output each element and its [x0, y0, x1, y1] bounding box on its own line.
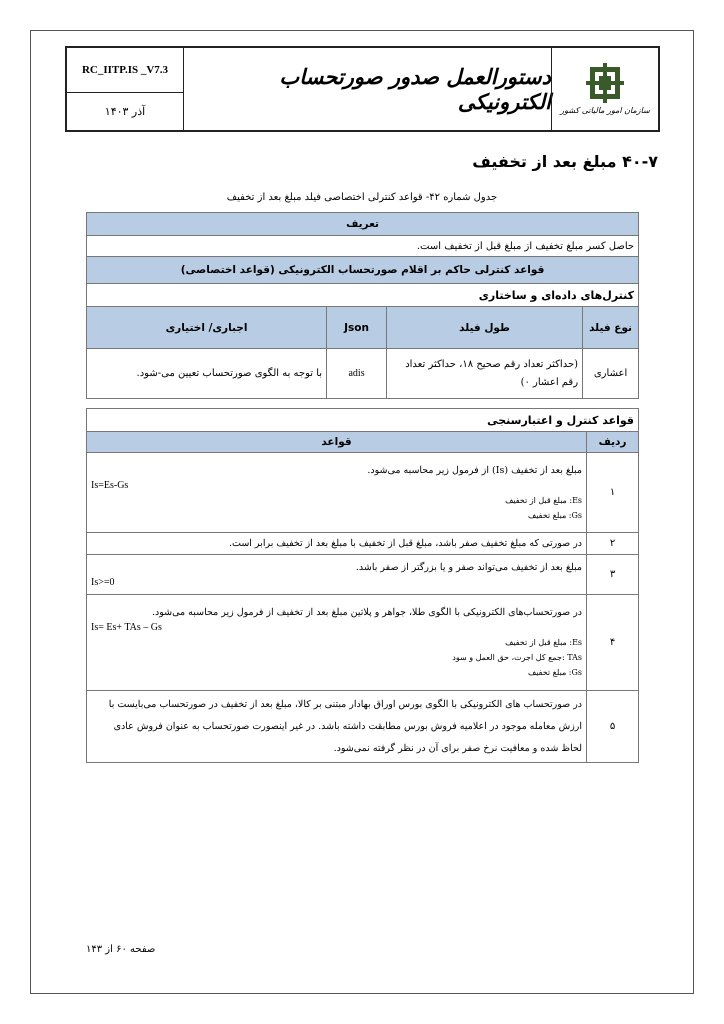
rule-text: در صورتحساب‌های الکترونیکی با الگوی طلا، جواهر و پلاتین مبلغ بعد از تخفیف از فرمول زیر محاسبه می‌شود.: [152, 607, 583, 618]
col-field-type: نوع فیلد: [583, 307, 639, 349]
rule-definition: Es: مبلغ قبل از تخفیف: [505, 495, 583, 505]
rule-text: در صورتحساب های الکترونیکی با الگوی بورس اوراق بهادار مبتنی بر کالا، مبلغ بعد از تخفیف در صورتحساب می‌بایست با ارزش معامله موجود در اعلامیه فروش بورس مطابقت داشته باشد. در غیر اینصورت صورتحساب به عنوان فروش عادی لحاظ شده و معافیت نرخ صفر برای آن در نظر گرفته نمی‌شود.: [87, 691, 587, 763]
rule-number: ۵: [587, 691, 639, 763]
rule-row: [87, 595, 639, 691]
rule-definition: Gs: مبلغ تخفیف: [527, 510, 583, 520]
rule-formula: Is>=0: [91, 576, 115, 588]
rule-row: [87, 555, 639, 595]
document-title: دستورالعمل صدور صورتحساب الکترونیکی: [279, 64, 551, 114]
rule-content: [87, 453, 587, 533]
structure-title: کنترل‌های داده‌ای و ساختاری: [87, 284, 639, 307]
validation-title: قواعد کنترل و اعتبارسنجی: [87, 409, 639, 432]
field-type-value: اعشاری: [583, 349, 639, 399]
rule-text: مبلغ بعد از تخفیف (Is) از فرمول زیر محاسبه می‌شود.: [367, 464, 583, 476]
definition-text: حاصل کسر مبلغ تخفیف از مبلغ قبل از تخفیف است.: [87, 236, 639, 257]
rule-number: ۴: [587, 595, 639, 691]
section-title: ۴۰-۷ مبلغ بعد از تخفیف: [472, 152, 658, 171]
rule-row: [87, 691, 639, 763]
rule-row: [87, 453, 639, 533]
org-name: سازمان امور مالیاتی کشور: [560, 106, 650, 115]
rule-number: ۱: [587, 453, 639, 533]
rule-text: در صورتی که مبلغ تخفیف صفر باشد، مبلغ قبل از تخفیف با مبلغ بعد از تخفیف برابر است.: [87, 533, 587, 555]
controls-header: قواعد کنترلی حاکم بر اقلام صورتحساب الکترونیکی (قواعد اختصاصی): [87, 257, 639, 284]
col-rules: قواعد: [87, 432, 587, 453]
rule-formula: Is= Es+ TAs – Gs: [91, 622, 162, 633]
rule-text: مبلغ بعد از تخفیف می‌تواند صفر و یا بزرگتر از صفر باشد.: [355, 561, 583, 573]
json-key-value: adis: [327, 349, 387, 399]
field-rules-table: [86, 212, 639, 399]
rule-definition: Es: مبلغ قبل از تخفیف: [505, 638, 583, 647]
rule-number: ۳: [587, 555, 639, 595]
validation-table: [86, 408, 639, 763]
rule-content: [87, 555, 587, 595]
table-caption: جدول شماره ۴۲- قواعد کنترلی اختصاصی فیلد مبلغ بعد از تخفیف: [226, 192, 498, 203]
rule-number: ۲: [587, 533, 639, 555]
rule-definition: TAs :جمع کل اجرت، حق العمل و سود: [452, 653, 583, 662]
document-date: آذر ۱۴۰۳: [104, 105, 146, 118]
header-code-box: [67, 48, 184, 130]
col-json: Json: [327, 307, 387, 349]
tax-org-logo-icon: [586, 63, 624, 103]
field-length-value: (حداکثر تعداد رقم صحیح ۱۸، حداکثر تعداد رقم اعشار ۰): [387, 349, 583, 399]
rule-row: [87, 533, 639, 555]
col-row-num: ردیف: [587, 432, 639, 453]
rule-formula: Is=Es-Gs: [91, 479, 129, 491]
document-header: [65, 46, 660, 132]
page-number: صفحه ۶۰ از ۱۴۳: [86, 944, 156, 955]
col-mandatory: اجباری/ اختیاری: [87, 307, 327, 349]
mandatory-value: با توجه به الگوی صورتحساب تعیین می-شود.: [87, 349, 327, 399]
rule-definition: Gs: مبلغ تخفیف: [527, 668, 583, 677]
header-logo-box: [551, 48, 658, 130]
col-field-length: طول فیلد: [387, 307, 583, 349]
document-code: RC_IITP.IS _V7.3: [67, 48, 183, 93]
rule-content: [87, 595, 587, 691]
definition-header: تعریف: [87, 213, 639, 236]
